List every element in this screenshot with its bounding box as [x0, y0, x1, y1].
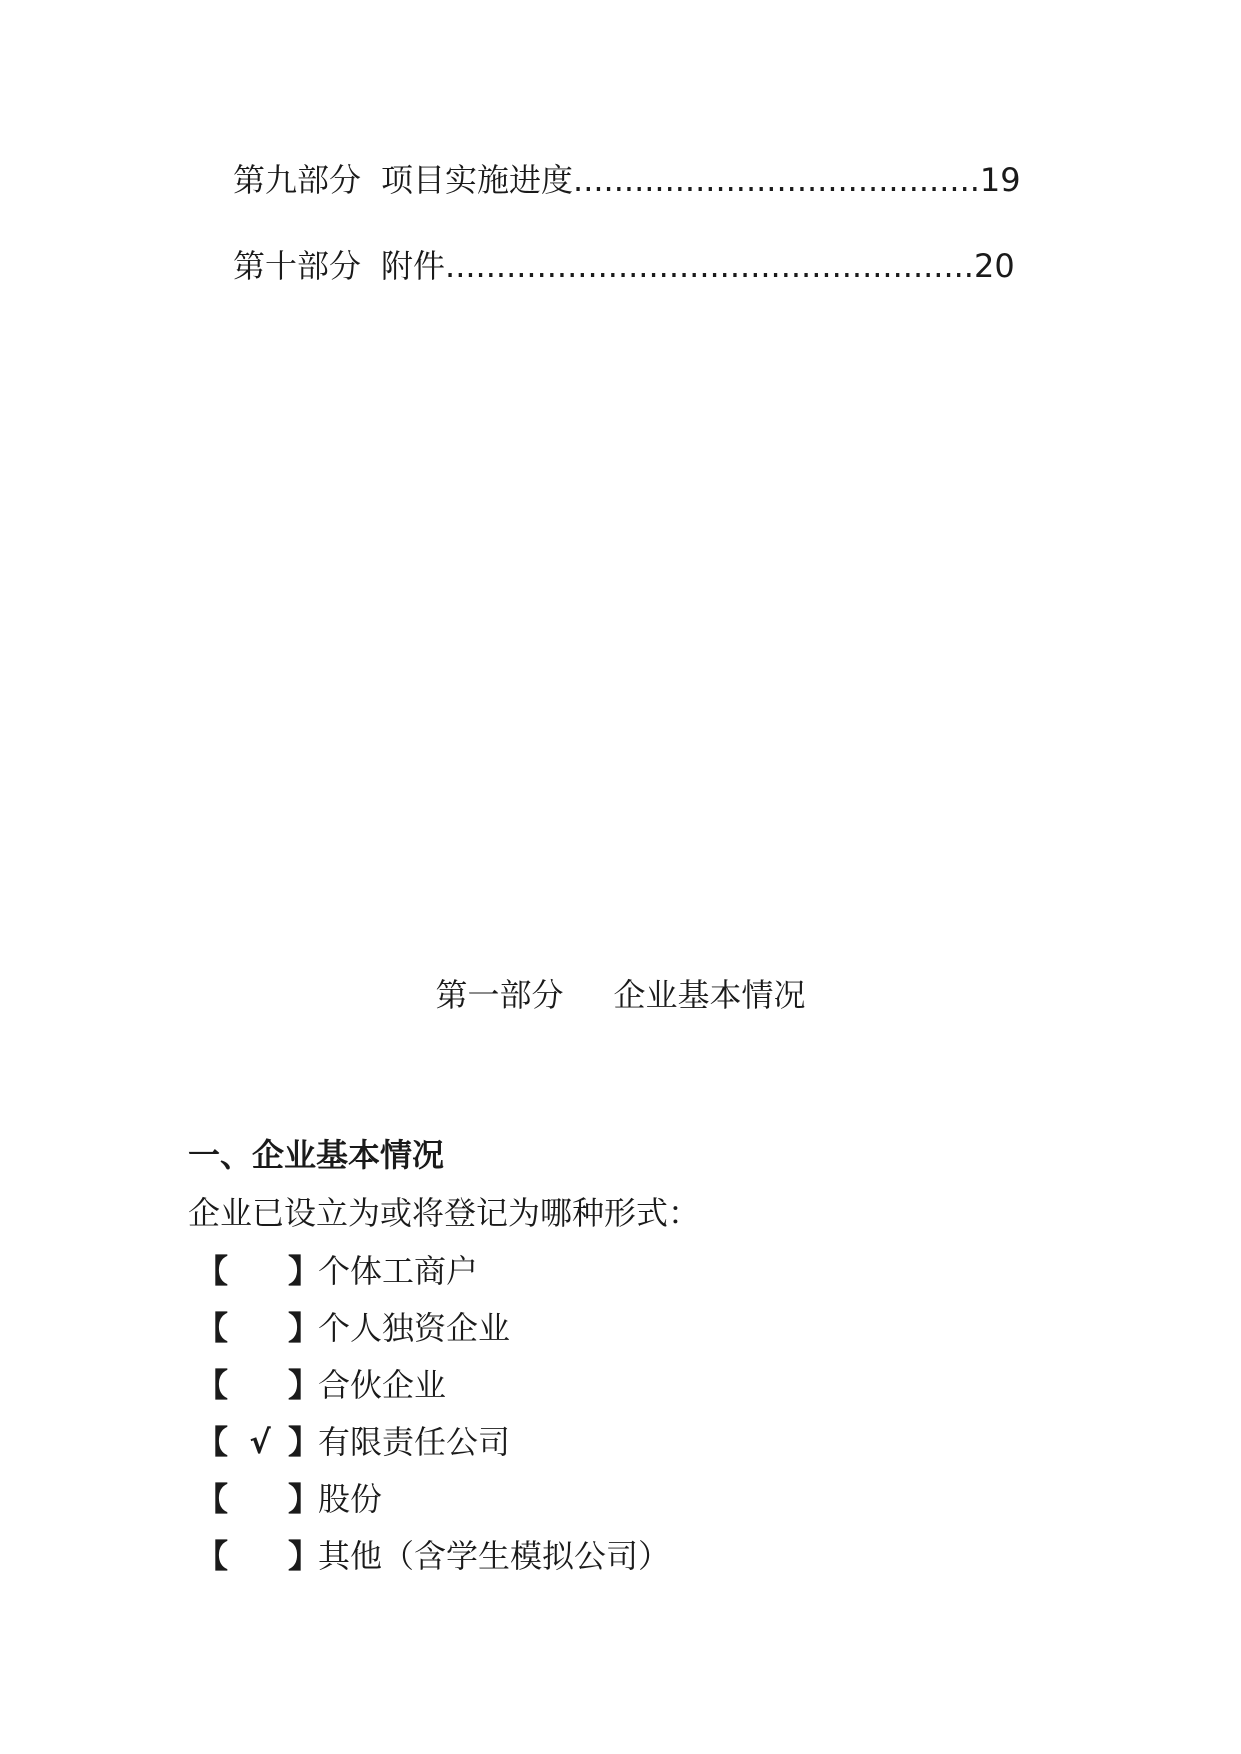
option-label: 其他（含学生模拟公司）: [318, 1537, 671, 1575]
toc-entry[interactable]: [233, 160, 1021, 200]
toc-page-number: 20: [973, 247, 1015, 285]
bracket-open: 【: [196, 1309, 229, 1347]
option-label: 有限责任公司: [318, 1423, 511, 1461]
bracket-close: 】: [288, 1309, 321, 1347]
bracket-close: 】: [288, 1480, 321, 1518]
section-title-text: 企业基本情况: [613, 976, 806, 1014]
toc-leader-dots: ........................................: [573, 161, 980, 199]
bracket-open: 【: [196, 1252, 229, 1290]
toc-page-number: 19: [979, 161, 1021, 199]
toc-title: 附件: [381, 247, 446, 285]
question-text: 企业已设立为或将登记为哪种形式：: [188, 1194, 701, 1232]
bracket-close: 】: [288, 1537, 321, 1575]
toc-part: 第九部分: [233, 161, 362, 199]
bracket-close: 】: [288, 1252, 321, 1290]
bracket-open: 【: [196, 1366, 229, 1404]
bracket-open: 【: [196, 1480, 229, 1518]
option-label: 合伙企业: [318, 1366, 447, 1404]
section-title: [0, 975, 1241, 1015]
heading: 一、企业基本情况: [188, 1136, 445, 1174]
toc-title: 项目实施进度: [381, 161, 574, 199]
option-individual-business[interactable]: [196, 1251, 478, 1291]
bracket-close: 】: [288, 1366, 321, 1404]
bracket-close: 】: [288, 1423, 321, 1461]
option-label: 个人独资企业: [318, 1309, 511, 1347]
option-sole-proprietorship[interactable]: [196, 1308, 510, 1348]
option-shares[interactable]: [196, 1479, 382, 1519]
bracket-open: 【: [196, 1423, 229, 1461]
check-mark-icon[interactable]: √: [249, 1423, 271, 1461]
toc-leader-dots: ....................................................: [445, 247, 974, 285]
option-other[interactable]: [196, 1536, 670, 1576]
bracket-open: 【: [196, 1537, 229, 1575]
toc-part: 第十部分: [233, 247, 362, 285]
option-limited-liability-company[interactable]: [196, 1422, 510, 1462]
option-label: 股份: [318, 1480, 383, 1518]
toc-entry[interactable]: [233, 246, 1015, 286]
option-label: 个体工商户: [318, 1252, 479, 1290]
section-part: 第一部分: [435, 976, 564, 1014]
option-partnership[interactable]: [196, 1365, 446, 1405]
